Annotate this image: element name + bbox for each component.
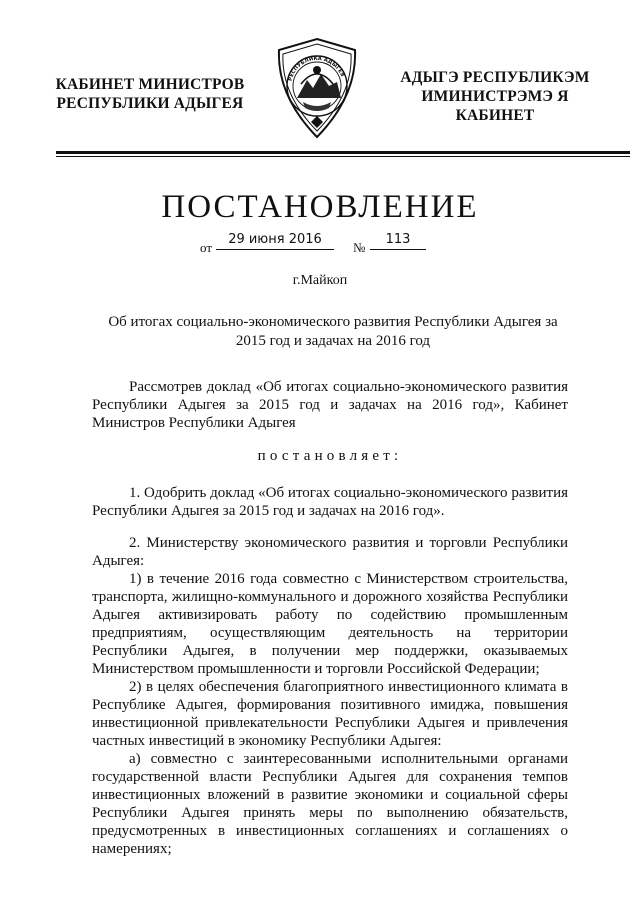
item-2-paragraph: 2. Министерству экономического развития и торговли Республики Адыгея:	[92, 535, 568, 569]
date-prefix: от	[200, 240, 213, 255]
coat-of-arms-emblem	[271, 36, 363, 140]
issuer-name-adyghe	[395, 68, 595, 125]
preamble-paragraph: Рассмотрев доклад «Об итогах социально-экономического развития Республики Адыгея за 2015 год и задачах на 2016 год», Кабинет Министров Республики Адыгея	[92, 379, 568, 431]
issuer-line-1: КАБИНЕТ МИНИСТРОВ	[55, 76, 245, 93]
issuer-name-russian	[50, 75, 250, 113]
decree-word: постановляет:	[257, 448, 403, 464]
header-rule-thin	[56, 156, 630, 157]
item-2-1-paragraph: 1) в течение 2016 года совместно с Министерством строительства, транспорта, жилищно-коммунального и дорожного хозяйства Республики Адыгея активизировать работу по содействию промышленным предприятиям, осуществляющим деятельность на территории Республики Адыгея, в получении мер поддержки, оказываемых Министерством промышленности и торговли Российской Федерации;	[92, 571, 568, 677]
date-number-line	[200, 232, 440, 254]
subject-line-2: 2015 год и задачах на 2016 год	[235, 333, 431, 349]
issuer-line-2-adyghe: ИМИНИСТРЭМЭ Я КАБИНЕТ	[421, 88, 569, 124]
item-2-2-paragraph: 2) в целях обеспечения благоприятного инвестиционного климата в Республике Адыгея, формирования позитивного имиджа, повышения инвестиционной привлекательности Республики Адыгея и привлечения частных инвестиций в экономику Республики Адыгея:	[92, 679, 568, 749]
header-rule-thick	[56, 151, 630, 154]
document-subject	[86, 313, 580, 351]
issuer-line-1-adyghe: АДЫГЭ РЕСПУБЛИКЭМ	[400, 69, 590, 86]
number-sign: №	[353, 240, 366, 255]
document-body	[92, 378, 568, 858]
item-2-2-a-paragraph: а) совместно с заинтересованными исполнительными органами государственной власти Республики Адыгея для сохранения темпов инвестиционных вложений в развитие экономики и социальной сферы Республики Адыгея принять меры по выполнению обязательств, предусмотренных в инвестиционных соглашениях и соглашениях о намерениях;	[92, 751, 568, 857]
subject-line-1: Об итогах социально-экономического развития Республики Адыгея за	[108, 314, 558, 330]
document-date: 29 июня 2016	[216, 232, 334, 250]
issuer-line-2: РЕСПУБЛИКИ АДЫГЕЯ	[56, 95, 244, 112]
document-number: 113	[370, 232, 426, 250]
city: г.Майкоп	[292, 273, 348, 288]
emblem-ring-text: РЕСПУБЛИКА АДЫГЕЯ	[287, 55, 346, 82]
document-title: ПОСТАНОВЛЕНИЕ	[161, 189, 479, 225]
item-1-paragraph: 1. Одобрить доклад «Об итогах социально-экономического развития Республики Адыгея за 2015 год и задачах на 2016 год».	[92, 485, 568, 519]
